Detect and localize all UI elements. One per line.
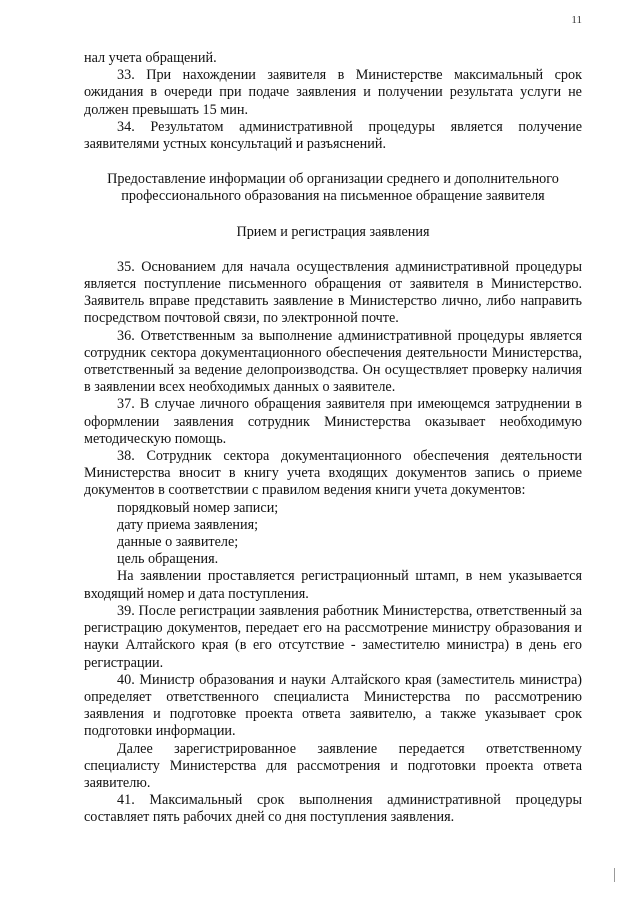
paragraph-40: 40. Министр образования и науки Алтайского края (заместитель министра) определяет ответственного специалиста Министерства по рассмотрению заявления и подготовке проекта ответа заявителю, а также указывает срок подготовки информации.: [84, 671, 582, 740]
paragraph-40-note: Далее зарегистрированное заявление передается ответственному специалисту Министерства для рассмотрения и подготовки проекта ответа заявителю.: [84, 740, 582, 791]
list-item: порядковый номер записи;: [117, 499, 279, 516]
paragraph-continuation: нал учета обращений.: [84, 50, 217, 66]
subsection-heading: Прием и регистрация заявления: [236, 223, 430, 240]
paragraph-34: 34. Результатом административной процедуры является получение заявителями устных консультаций и разъяснений.: [84, 118, 582, 153]
section-heading: Предоставление информации об организации среднего и дополнительного профессионального образования на письменное обращение заявителя: [107, 171, 559, 205]
paragraph-38: 38. Сотрудник сектора документационного обеспечения деятельности Министерства вносит в книгу учета входящих документов запись о приеме документов в соответствии с правилом ведения книги учета документов:: [84, 448, 582, 499]
scan-margin-mark: [614, 868, 615, 882]
paragraph-38-note: На заявлении проставляется регистрационный штамп, в нем указывается входящий номер и дата поступления.: [84, 568, 582, 602]
paragraph-37: 37. В случае личного обращения заявителя при имеющемся затруднении в оформлении заявления сотрудник Министерства оказывает необходимую методическую помощь.: [84, 396, 582, 447]
paragraph-33: 33. При нахождении заявителя в Министерстве максимальный срок ожидания в очереди при подаче заявления и получении результата услуги не должен превышать 15 мин.: [84, 67, 582, 118]
list-item: цель обращения.: [117, 551, 219, 568]
list-item: дату приема заявления;: [117, 516, 259, 533]
page-number: 11: [571, 14, 582, 26]
paragraph-39: 39. После регистрации заявления работник Министерства, ответственный за регистрацию документов, передает его на рассмотрение министру образования и науки Алтайского края (в его отсутствие - заместителю министра) в день его регистрации.: [84, 602, 582, 671]
paragraph-41: 41. Максимальный срок выполнения административной процедуры составляет пять рабочих дней со дня поступления заявления.: [84, 792, 582, 826]
document-body: [84, 50, 582, 827]
paragraph-35: 35. Основанием для начала осуществления административной процедуры является поступление письменного обращения от заявителя в Министерство. Заявитель вправе представить заявление в Министерство лично, либо направить посредством почтовой связи, по электронной почте.: [84, 258, 582, 327]
list-item: данные о заявителе;: [117, 534, 239, 551]
paragraph-36: 36. Ответственным за выполнение административной процедуры является сотрудник сектора документационного обеспечения деятельности Министерства, ответственный за ведение делопроизводства. Он осуществляет проверку наличия в заявлении всех необходимых данных о заявителе.: [84, 327, 582, 396]
